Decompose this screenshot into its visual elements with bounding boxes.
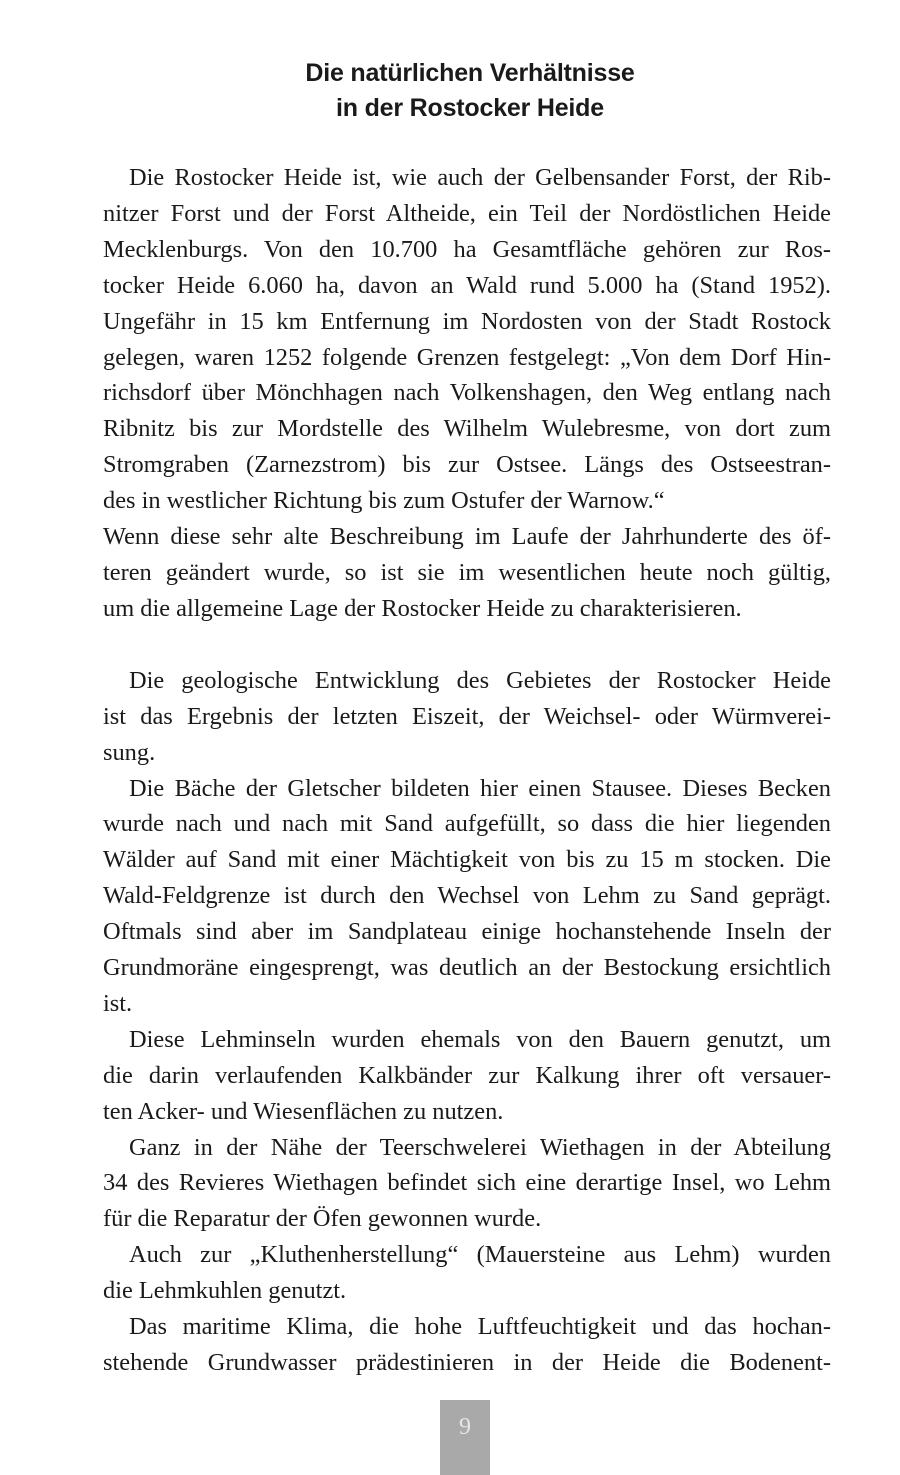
text-line: Mecklenburgs. Von den 10.700 ha Gesamtfläche gehören zur Ros-: [103, 235, 831, 263]
text-line: Ungefähr in 15 km Entfernung im Nordosten von der Stadt Rostock: [103, 307, 831, 335]
text-line: Stromgraben (Zarnezstrom) bis zur Ostsee. Längs des Ostseestran-: [103, 451, 831, 479]
text-line: um die allgemeine Lage der Rostocker Heide zu charakterisieren.: [103, 594, 742, 622]
paragraph-8: [103, 1309, 831, 1381]
text-line: tocker Heide 6.060 ha, davon an Wald rund 5.000 ha (Stand 1952).: [103, 271, 831, 299]
text-line: nitzer Forst und der Forst Altheide, ein Teil der Nordöstlichen Heide: [103, 199, 831, 227]
paragraph-5: [103, 1022, 831, 1130]
paragraph-7: [103, 1237, 831, 1309]
text-line: Oftmals sind aber im Sandplateau einige hochanstehende Inseln der: [103, 918, 831, 946]
text-line: Die geologische Entwicklung des Gebietes der Rostocker Heide: [129, 666, 831, 694]
chapter-title: [100, 56, 840, 126]
paragraph-2: [103, 519, 831, 627]
text-line: die Lehmkuhlen genutzt.: [103, 1277, 347, 1305]
text-line: Die Rostocker Heide ist, wie auch der Gelbensander Forst, der Rib-: [129, 164, 831, 191]
paragraph-6: [103, 1130, 831, 1238]
text-line: Wenn diese sehr alte Beschreibung im Laufe der Jahrhunderte des öf-: [103, 523, 831, 551]
text-line: Auch zur „Kluthenherstellung“ (Mauersteine aus Lehm) wurden: [129, 1241, 831, 1269]
text-line: 34 des Revieres Wiethagen befindet sich eine derartige Insel, wo Lehm: [103, 1169, 831, 1197]
text-line: ist das Ergebnis der letzten Eiszeit, der Weichsel- oder Würmverei-: [103, 702, 831, 730]
text-line: für die Reparatur der Öfen gewonnen wurde.: [103, 1205, 542, 1233]
body-text: [103, 160, 831, 1381]
text-line: teren geändert wurde, so ist sie im wesentlichen heute noch gültig,: [103, 558, 831, 586]
text-line: Das maritime Klima, die hohe Luftfeuchtigkeit und das hochan-: [129, 1313, 831, 1341]
text-line: Ganz in der Nähe der Teerschwelerei Wiethagen in der Abteilung: [129, 1133, 831, 1161]
text-line: gelegen, waren 1252 folgende Grenzen festgelegt: „Von dem Dorf Hin-: [103, 343, 831, 371]
paragraph-spacer: [103, 627, 831, 663]
page-number: 9: [459, 1414, 471, 1440]
text-line: ist.: [103, 989, 133, 1017]
paragraph-4: [103, 771, 831, 1022]
text-line: wurde nach und nach mit Sand aufgefüllt, so dass die hier liegenden: [103, 810, 831, 838]
paragraph-1: [103, 160, 831, 519]
text-line: ten Acker- und Wiesenflächen zu nutzen.: [103, 1097, 504, 1125]
text-line: Wald-Feldgrenze ist durch den Wechsel von Lehm zu Sand geprägt.: [103, 882, 831, 910]
text-line: Ribnitz bis zur Mordstelle des Wilhelm Wulebresme, von dort zum: [103, 415, 831, 443]
text-line: stehende Grundwasser prädestinieren in der Heide die Bodenent-: [103, 1349, 831, 1376]
chapter-title-line-2: in der Rostocker Heide: [336, 94, 604, 122]
text-line: die darin verlaufenden Kalkbänder zur Kalkung ihrer oft versauer-: [103, 1061, 831, 1089]
page-number-box: [440, 1400, 490, 1475]
chapter-title-line-1: Die natürlichen Verhältnisse: [305, 59, 635, 87]
text-line: Die Bäche der Gletscher bildeten hier einen Stausee. Dieses Becken: [129, 774, 831, 802]
text-line: Diese Lehminseln wurden ehemals von den Bauern genutzt, um: [129, 1025, 831, 1053]
paragraph-3: [103, 663, 831, 771]
text-line: Grundmoräne eingesprengt, was deutlich an der Bestockung ersichtlich: [103, 954, 831, 982]
text-line: sung.: [103, 738, 156, 766]
text-line: des in westlicher Richtung bis zum Ostufer der Warnow.“: [103, 487, 665, 515]
text-line: Wälder auf Sand mit einer Mächtigkeit von bis zu 15 m stocken. Die: [103, 846, 831, 874]
text-line: richsdorf über Mönchhagen nach Volkenshagen, den Weg entlang nach: [103, 379, 831, 407]
